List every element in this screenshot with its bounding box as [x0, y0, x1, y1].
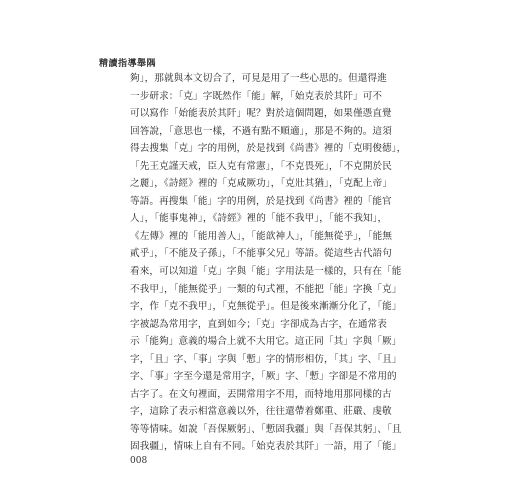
text-line: 之麗」，《詩經》裡的「克咸厥功」，「克壯其猶」，「克配上帝」	[130, 178, 393, 190]
text-line: 人」，「能事鬼神」，《詩經》裡的「能不我甲」，「能不我知」，	[130, 213, 388, 225]
text-line: 貳乎」，「不能及子孫」，「不能事父兄」等語。從這些古代語句	[130, 248, 392, 260]
text-line: 等語。再搜集「能」字的用例，於是找到《尚書》裡的「能官	[130, 195, 392, 207]
text-line: 不我甲」，「能無從乎」一類的句式裡，不能把「能」字換「克」	[130, 283, 402, 295]
text-line: 字，這除了表示相當意義以外，往往還帶着鄭重、莊嚴、虔敬	[130, 406, 392, 418]
text-line: 夠」，那就與本文切合了，可見是用了一些心思的。但還得進	[130, 73, 387, 84]
text-line: 古字了。在文句裡面，丟開常用字不用，而特地用那同樣的古	[130, 388, 392, 400]
text-line: 一步研求：「克」字既然作「能」解，「始克表於其阡」可不	[130, 90, 383, 102]
body-text	[130, 70, 407, 456]
text-line: 固我疆」，情味上自有不同。「始克表於其阡」一語，用了「能」	[130, 441, 402, 453]
text-line: 字，作「克不我甲」，「克無從乎」。但是後來漸漸分化了，「能」	[130, 301, 402, 313]
text-line: 《左傳》裡的「能用善人」，「能歆神人」，「能無從乎」，「能無	[130, 230, 393, 242]
text-line: 字，「且」字、「事」字與「慙」字的情形相仿，「其」字、「且」	[130, 353, 402, 365]
running-header: 精讀指導舉隅	[99, 59, 157, 69]
text-line: 回答說，「意思也一樣，不過有點不順適」，那是不夠的。這須	[130, 125, 392, 137]
text-line: 得去搜集「克」字的用例，於是找到《尚書》裡的「克明俊德」，	[130, 143, 407, 155]
page-number: 008	[130, 456, 148, 466]
text-line: 「先王克謹天戒，臣人克有常憲」，「不克畏死」，「不克開於民	[130, 160, 392, 172]
text-line: 示「能夠」意義的場合上就不大用它。這正同「其」字與「厥」	[130, 336, 402, 348]
text-line: 可以寫作「始能表於其阡」呢？對於這個問題，如果僅憑直覺	[130, 108, 392, 120]
text-line: 等等情味。如說「吾保厥躬」、「慙固我疆」與「吾保其躬」、「且	[130, 423, 402, 435]
text-line: 看來，可以知道「克」字與「能」字用法是一樣的，只有在「能	[130, 266, 402, 278]
text-line: 字、「事」字至今還是常用字，「厥」字、「慙」字卻是不常用的	[130, 371, 397, 383]
text-line: 字被認為常用字，直到如今；「克」字卻成為古字，在通常表	[130, 318, 387, 330]
